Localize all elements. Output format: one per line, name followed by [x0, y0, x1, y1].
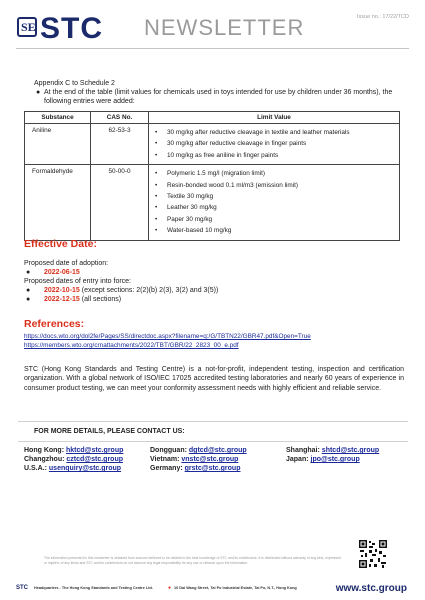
adoption-bullet — [26, 268, 80, 277]
entry-note-1: (except sections: 2(2)(b) 2(3), 3(2) and 3(5)) — [81, 287, 219, 294]
location-pin-icon: ● — [168, 585, 172, 591]
contact-dongguan: Dongguan: dgtcd@stc.group — [150, 447, 247, 454]
appendix-heading: Appendix C to Schedule 2 — [34, 80, 115, 87]
limit-cell — [149, 124, 400, 165]
header-substance: Substance — [25, 112, 91, 124]
reference-link-2[interactable]: https://members.wto.org/crnattachments/2022/TBT/GBR/22_2823_00_e.pdf — [24, 342, 239, 349]
limit-item: • 30 mg/kg after reductive cleavage in finger paints — [153, 138, 395, 149]
adoption-label: Proposed date of adoption: — [24, 260, 109, 267]
footer-address: 10 Dai Wang Street, Tai Po Industrial Estate, Tai Po, N.T., Hong Kong — [174, 586, 297, 590]
limit-item: • Leather 30 mg/kg — [153, 202, 395, 213]
references-heading: References: — [24, 318, 85, 330]
de-email-link[interactable]: grstc@stc.group — [184, 465, 241, 472]
newsletter-title: NEWSLETTER — [144, 15, 305, 40]
hk-email-link[interactable]: hktcd@stc.group — [66, 447, 124, 454]
contact-divider-top — [18, 421, 408, 422]
bullet-icon: ● — [26, 287, 31, 294]
bullet-icon: ● — [26, 269, 31, 276]
limit-item: • Water-based 10 mg/kg — [153, 225, 395, 236]
footer-logo: STC — [16, 585, 28, 591]
limit-item: • Resin-bonded wood 0.1 ml/m3 (emission limit) — [153, 180, 395, 191]
newsletter-header — [0, 0, 425, 48]
limit-item: • Paper 30 mg/kg — [153, 214, 395, 225]
contact-hong-kong: Hong Kong: hktcd@stc.group — [24, 447, 124, 454]
sh-email-link[interactable]: shtcd@stc.group — [321, 447, 380, 454]
limit-item: • Polymeric 1.5 mg/l (migration limit) — [153, 168, 395, 179]
bullet-icon: ● — [26, 296, 31, 303]
entry-label: Proposed dates of entry into force: — [24, 278, 132, 285]
table-row — [25, 124, 400, 165]
disclaimer-text: The information presented in this newsletter is obtained from sources believed to be reliable to the best knowledge of STC and its contributors. It is distributed without warranty of any kind, expressed or implied, of any kinds and STC and its contributors do not assume any legal responsibility for any use or reliance upon the information. — [44, 556, 341, 565]
cz-email-link[interactable]: cztcd@stc.group — [66, 456, 123, 463]
vn-email-link[interactable]: vnstc@stc.group — [181, 456, 239, 463]
jp-email-link[interactable]: jpo@stc.group — [310, 456, 360, 463]
header-divider — [16, 48, 409, 49]
limit-item: • Textile 30 mg/kg — [153, 191, 395, 202]
entry-date-1: 2022-10-15 — [44, 287, 80, 294]
contact-vietnam: Vietnam: vnstc@stc.group — [150, 456, 239, 463]
cas-cell: 50-00-0 — [91, 165, 149, 240]
contact-shanghai: Shanghai: shtcd@stc.group — [286, 447, 380, 454]
limit-item: • 30 mg/kg after reductive cleavage in textile and leather materials — [153, 127, 395, 138]
contact-usa: U.S.A.: usenquiry@stc.group — [24, 465, 122, 472]
entry-date-2: 2022-12-15 — [44, 296, 80, 303]
contact-title: FOR MORE DETAILS, PLEASE CONTACT US: — [34, 428, 185, 435]
limit-values-table — [24, 111, 400, 241]
dg-email-link[interactable]: dgtcd@stc.group — [188, 447, 247, 454]
issue-number: Issue no.: 17/22/TCD — [357, 14, 409, 20]
substance-cell: Formaldehyde — [25, 165, 91, 240]
contact-germany: Germany: grstc@stc.group — [150, 465, 241, 472]
about-stc-paragraph: STC (Hong Kong Standards and Testing Centre) is a not-for-profit, independent testing, inspection and certification organization. With a global network of ISO/IEC 17025 accredited testing laboratories and nearly 60 years of experience in consumer product testing, we can meet your conformity assessment needs with highly efficient and reliable service. — [24, 366, 404, 392]
limit-item: • 10 mg/kg as free aniline in finger paints — [153, 150, 395, 161]
effective-date-heading: Effective Date: — [24, 238, 97, 250]
stc-logo-text: STC — [40, 12, 103, 45]
substance-cell: Aniline — [25, 124, 91, 165]
reference-link-1[interactable]: https://docs.wto.org/dol2fe/Pages/SS/directdoc.aspx?filename=q:/G/TBTN22/GBR47.pdf&Open=True — [24, 333, 311, 340]
table-header-row — [25, 112, 400, 124]
entry-note-2: (all sections) — [81, 296, 122, 303]
table-row — [25, 165, 400, 240]
header-limit-value: Limit Value — [149, 112, 400, 124]
limit-cell — [149, 165, 400, 240]
us-email-link[interactable]: usenquiry@stc.group — [48, 465, 122, 472]
footer-headquarters: Headquarters - The Hong Kong Standards and Testing Centre Ltd. — [34, 586, 153, 590]
qr-code-icon — [358, 539, 388, 569]
intro-bullet: ● At the end of the table (limit values for chemicals used in toys intended for use by children under 36 months), the following entries were added: — [36, 89, 393, 105]
stc-logo-mark: SE — [17, 17, 37, 37]
contact-japan: Japan: jpo@stc.group — [286, 456, 360, 463]
contact-divider-bottom — [18, 441, 408, 442]
header-cas-no: CAS No. — [91, 112, 149, 124]
bullet-icon: ● — [36, 89, 41, 96]
adoption-date: 2022-06-15 — [44, 269, 80, 276]
entry-bullet-1 — [26, 286, 219, 295]
contact-changzhou: Changzhou: cztcd@stc.group — [24, 456, 123, 463]
entry-bullet-2 — [26, 295, 122, 304]
cas-cell: 62-53-3 — [91, 124, 149, 165]
footer-website[interactable]: www.stc.group — [335, 583, 407, 594]
